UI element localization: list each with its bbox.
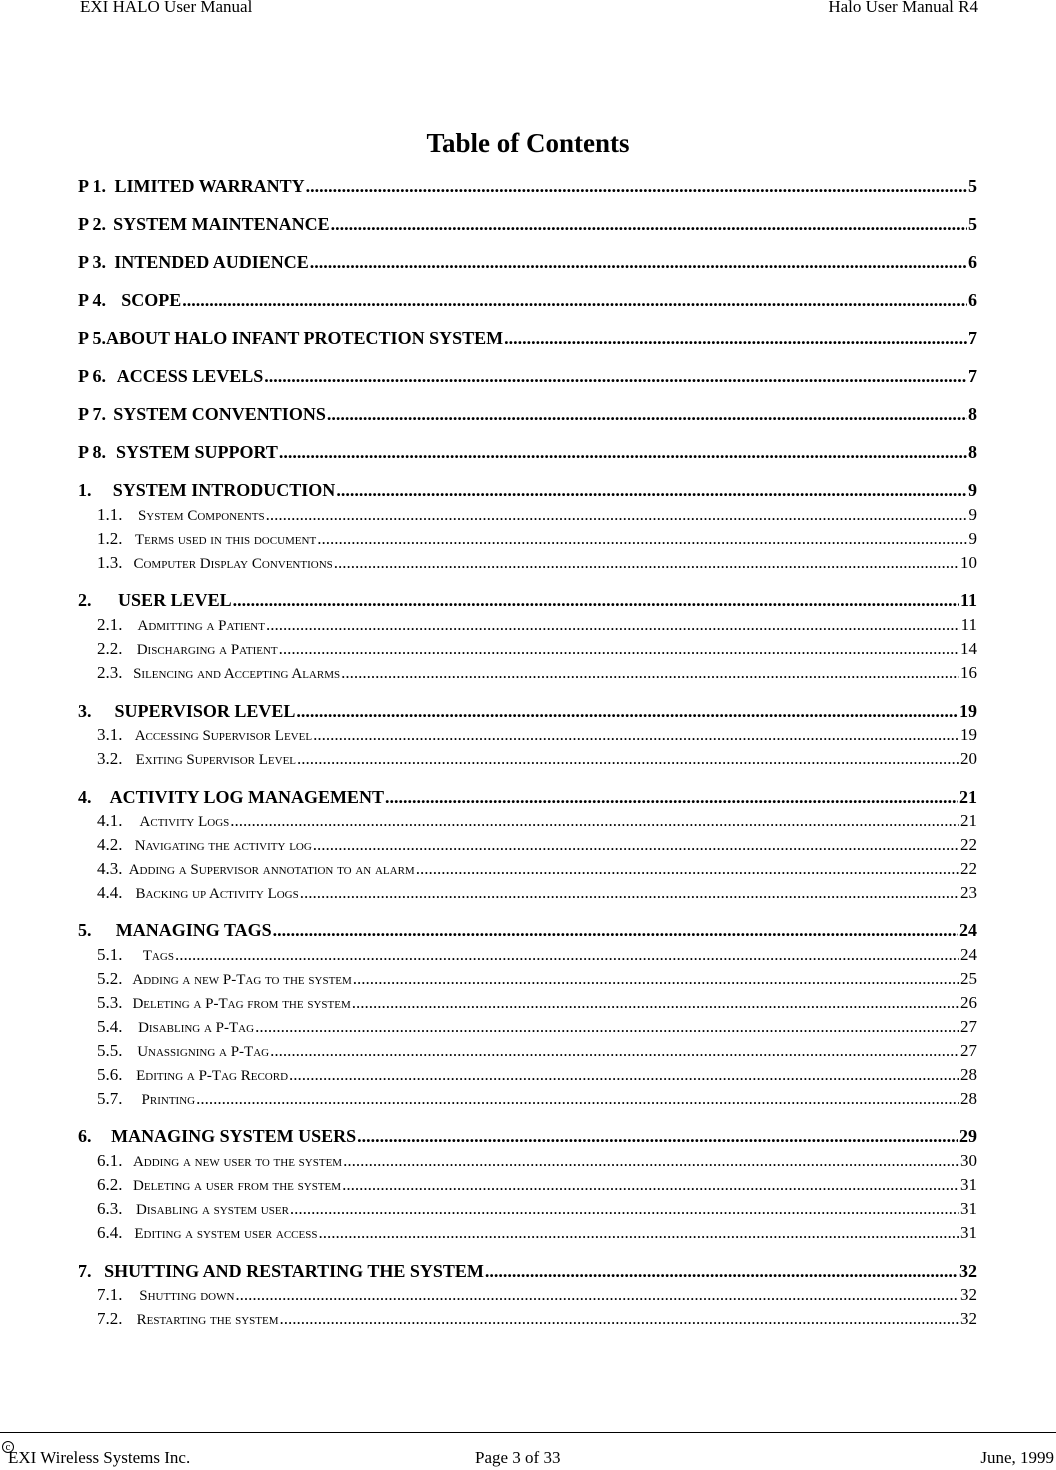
footer-company: EXI Wireless Systems Inc. <box>8 1448 191 1467</box>
toc-leader-dots <box>270 1041 959 1061</box>
toc-number: 6.3. <box>97 1199 123 1218</box>
toc-section-row[interactable] <box>97 835 977 855</box>
toc-number: 7. <box>78 1261 92 1281</box>
toc-leader-dots <box>313 725 959 745</box>
footer-divider <box>0 1432 1056 1433</box>
toc-page-number: 31 <box>960 1223 977 1242</box>
toc-section-row[interactable] <box>97 615 977 635</box>
toc-page-number: 5 <box>968 214 977 234</box>
toc-chapter-row[interactable] <box>78 328 977 349</box>
toc-number: P 3. <box>78 252 107 272</box>
toc-chapter-row[interactable] <box>78 590 977 611</box>
toc-number: 2. <box>78 590 92 610</box>
toc-page-number: 19 <box>959 701 977 721</box>
toc-leader-dots <box>230 811 959 831</box>
toc-number: 6.2. <box>97 1175 123 1194</box>
toc-number: 1.1. <box>97 505 123 524</box>
toc-number: 7.1. <box>97 1285 123 1304</box>
toc-number: 2.2. <box>97 639 123 658</box>
header-right: Halo User Manual R4 <box>828 0 978 16</box>
toc-leader-dots <box>352 993 959 1013</box>
toc-page-number: 21 <box>960 811 977 830</box>
toc-title: ABOUT HALO INFANT PROTECTION SYSTEM <box>106 328 504 348</box>
toc-leader-dots <box>279 442 967 463</box>
toc-page-number: 21 <box>959 787 977 807</box>
header-left: EXI HALO User Manual <box>80 0 253 16</box>
copyright-icon: c <box>2 1441 14 1453</box>
toc-leader-dots <box>273 920 958 941</box>
toc-leader-dots <box>182 290 967 311</box>
toc-page-number: 29 <box>959 1126 977 1146</box>
toc-number: P 5. <box>78 328 107 348</box>
toc-section-row[interactable] <box>97 663 977 683</box>
toc-leader-dots <box>504 328 967 349</box>
toc-leader-dots <box>357 1126 958 1147</box>
toc-section-row[interactable] <box>97 883 977 903</box>
toc-leader-dots <box>331 214 967 235</box>
toc-leader-dots <box>353 969 959 989</box>
toc-page-number: 24 <box>960 945 977 964</box>
toc-leader-dots <box>416 859 959 879</box>
toc-leader-dots <box>296 701 958 722</box>
toc-section-row[interactable] <box>97 1089 977 1109</box>
toc-leader-dots <box>317 529 967 549</box>
toc-leader-dots <box>266 505 968 525</box>
toc-title: SCOPE <box>121 290 182 310</box>
toc-page-number: 6 <box>968 252 977 272</box>
toc-page-number: 25 <box>960 969 977 988</box>
toc-title: Disabling a system user <box>136 1202 289 1218</box>
toc-section-row[interactable] <box>97 1151 977 1171</box>
toc-number: P 1. <box>78 176 107 196</box>
toc-number: P 4. <box>78 290 107 310</box>
toc-page-number: 31 <box>960 1199 977 1218</box>
toc-number: 5.4. <box>97 1017 123 1036</box>
toc-title: Tags <box>142 948 174 964</box>
toc-number: 6.4. <box>97 1223 123 1242</box>
toc-leader-dots <box>385 787 958 808</box>
toc-page-number: 9 <box>968 505 977 524</box>
toc-number: P 8. <box>78 442 107 462</box>
toc-number: 7.2. <box>97 1309 123 1328</box>
toc-page-number: 14 <box>960 639 977 658</box>
toc-leader-dots <box>289 1065 959 1085</box>
toc-section-row[interactable] <box>97 811 977 831</box>
toc-title: LIMITED WARRANTY <box>114 176 305 196</box>
toc-page-number: 22 <box>960 835 977 854</box>
toc-page-number: 27 <box>960 1041 977 1060</box>
toc-number: 4.2. <box>97 835 123 854</box>
toc-title: Restarting the system <box>136 1312 279 1328</box>
toc-section-row[interactable] <box>97 529 977 549</box>
toc-leader-dots <box>318 1223 959 1243</box>
toc-section-row[interactable] <box>97 1065 977 1085</box>
toc-page-number: 26 <box>960 993 977 1012</box>
toc-chapter-row[interactable] <box>78 442 977 463</box>
toc-section-row[interactable] <box>97 1223 977 1243</box>
toc-title: Terms used in this document <box>134 532 317 548</box>
toc-page-number: 20 <box>960 749 977 768</box>
toc-title: MANAGING TAGS <box>115 920 272 940</box>
toc-chapter-row[interactable] <box>78 1126 977 1147</box>
toc-title: SYSTEM INTRODUCTION <box>112 480 336 500</box>
toc-chapter-row[interactable] <box>78 701 977 722</box>
toc-page-number: 31 <box>960 1175 977 1194</box>
toc-title: Unassigning a P-Tag <box>137 1044 270 1060</box>
toc-title: Shutting down <box>139 1288 235 1304</box>
toc-chapter-row[interactable] <box>78 480 977 501</box>
toc-number: P 6. <box>78 366 107 386</box>
toc-leader-dots <box>485 1261 958 1282</box>
toc-page-number: 22 <box>960 859 977 878</box>
toc-leader-dots <box>280 1309 959 1329</box>
toc-page-number: 8 <box>968 442 977 462</box>
toc-leader-dots <box>255 1017 959 1037</box>
toc-leader-dots <box>266 615 960 635</box>
toc-chapter-row[interactable] <box>78 1261 977 1282</box>
toc-title: INTENDED AUDIENCE <box>114 252 309 272</box>
footer-date: June, 1999 <box>980 1448 1054 1467</box>
toc-page-number: 9 <box>968 529 977 548</box>
toc-leader-dots <box>310 252 967 273</box>
toc-section-row[interactable] <box>97 1175 977 1195</box>
toc-section-row[interactable] <box>97 1041 977 1061</box>
toc-page-number: 16 <box>960 663 977 682</box>
toc-page-number: 28 <box>960 1089 977 1108</box>
toc-page-number: 11 <box>960 615 977 634</box>
page-title: Table of Contents <box>426 128 630 158</box>
toc-title: SYSTEM MAINTENANCE <box>113 214 330 234</box>
toc-title: SYSTEM SUPPORT <box>115 442 278 462</box>
toc-title: System Components <box>137 508 265 524</box>
toc-leader-dots <box>233 590 959 611</box>
toc-number: 6. <box>78 1126 92 1146</box>
toc-section-row[interactable] <box>97 1199 977 1219</box>
toc-number: 6.1. <box>97 1151 123 1170</box>
toc-chapter-row[interactable] <box>78 404 977 425</box>
toc-leader-dots <box>297 749 959 769</box>
toc-leader-dots <box>327 404 967 425</box>
toc-page-number: 5 <box>968 176 977 196</box>
toc-title: SYSTEM CONVENTIONS <box>113 404 326 424</box>
toc-chapter-row[interactable] <box>78 252 977 273</box>
toc-number: P 7. <box>78 404 107 424</box>
toc-leader-dots <box>313 835 959 855</box>
toc-section-row[interactable] <box>97 993 977 1013</box>
toc-chapter-row[interactable] <box>78 787 977 808</box>
toc-title: ACTIVITY LOG MANAGEMENT <box>109 787 384 807</box>
toc-title: Editing a P-Tag Record <box>136 1068 289 1084</box>
toc-section-row[interactable] <box>97 553 977 573</box>
toc-number: 1. <box>78 480 92 500</box>
toc-title: Adding a Supervisor annotation to an alarm <box>128 862 415 878</box>
toc-number: 5.6. <box>97 1065 123 1084</box>
toc-page-number: 19 <box>960 725 977 744</box>
toc-title: USER LEVEL <box>118 590 232 610</box>
toc-number: 5.7. <box>97 1089 123 1108</box>
toc-title: Accessing Supervisor Level <box>134 728 313 744</box>
toc-leader-dots <box>264 366 967 387</box>
toc-page-number: 27 <box>960 1017 977 1036</box>
toc-page-number: 10 <box>960 553 977 572</box>
toc-leader-dots <box>341 663 959 683</box>
toc-section-row[interactable] <box>97 725 977 745</box>
toc-title: Editing a system user access <box>134 1226 318 1242</box>
toc-page-number: 11 <box>959 590 977 610</box>
toc-title: Deleting a P-Tag from the system <box>132 996 351 1012</box>
toc-leader-dots <box>306 176 967 197</box>
toc-page-number: 7 <box>968 366 977 386</box>
toc-page-number: 32 <box>960 1285 977 1304</box>
toc-title: Adding a new user to the system <box>132 1154 343 1170</box>
toc-title: Disabling a P-Tag <box>138 1020 255 1036</box>
toc-title: SHUTTING AND RESTARTING THE SYSTEM <box>104 1261 484 1281</box>
toc-leader-dots <box>235 1285 959 1305</box>
toc-section-row[interactable] <box>97 1309 977 1329</box>
footer-left <box>2 1441 191 1468</box>
toc-page-number: 24 <box>959 920 977 940</box>
toc-section-row[interactable] <box>97 859 977 879</box>
toc-leader-dots <box>336 480 967 501</box>
toc-leader-dots <box>279 639 959 659</box>
toc-section-row[interactable] <box>97 945 977 965</box>
toc-leader-dots <box>196 1089 959 1109</box>
toc-leader-dots <box>334 553 959 573</box>
toc-number: 4.3. <box>97 859 123 878</box>
toc-leader-dots <box>343 1151 959 1171</box>
toc-page-number: 32 <box>959 1261 977 1281</box>
toc-leader-dots <box>300 883 959 903</box>
toc-section-row[interactable] <box>97 1285 977 1305</box>
toc-page-number: 32 <box>960 1309 977 1328</box>
toc-chapter-row[interactable] <box>78 176 977 197</box>
toc-number: 1.2. <box>97 529 123 548</box>
toc-number: 5. <box>78 920 92 940</box>
toc-page-number: 28 <box>960 1065 977 1084</box>
toc-title: Navigating the activity log <box>134 838 312 854</box>
toc-number: 5.2. <box>97 969 123 988</box>
toc-title: Exiting Supervisor Level <box>135 752 297 768</box>
toc-number: 4. <box>78 787 92 807</box>
toc-section-row[interactable] <box>97 1017 977 1037</box>
toc-number: 3. <box>78 701 92 721</box>
toc-number: 4.4. <box>97 883 123 902</box>
toc-number: 3.1. <box>97 725 123 744</box>
toc-title: Backing up Activity Logs <box>135 886 299 902</box>
toc-page-number: 30 <box>960 1151 977 1170</box>
toc-title: Discharging a Patient <box>136 642 278 658</box>
toc-section-row[interactable] <box>97 639 977 659</box>
toc-title: Admitting a Patient <box>137 618 265 634</box>
toc-number: P 2. <box>78 214 107 234</box>
toc-number: 5.1. <box>97 945 123 964</box>
toc-title: Silencing and Accepting Alarms <box>133 666 341 682</box>
toc-section-row[interactable] <box>97 969 977 989</box>
toc-leader-dots <box>342 1175 959 1195</box>
toc-chapter-row[interactable] <box>78 214 977 235</box>
toc-page-number: 8 <box>968 404 977 424</box>
toc-section-row[interactable] <box>97 749 977 769</box>
toc-chapter-row[interactable] <box>78 290 977 311</box>
toc-title: Printing <box>141 1092 196 1108</box>
toc-number: 2.1. <box>97 615 123 634</box>
toc-title: Adding a new P-Tag to the system <box>132 972 352 988</box>
toc-page-number: 6 <box>968 290 977 310</box>
toc-number: 5.3. <box>97 993 123 1012</box>
footer-page-number: Page 3 of 33 <box>475 1448 561 1467</box>
toc-leader-dots <box>175 945 959 965</box>
toc-title: Computer Display Conventions <box>133 556 333 572</box>
toc-number: 1.3. <box>97 553 123 572</box>
toc-page-number: 9 <box>968 480 977 500</box>
toc-chapter-row[interactable] <box>78 920 977 941</box>
toc-title: MANAGING SYSTEM USERS <box>111 1126 357 1146</box>
toc-page-number: 7 <box>968 328 977 348</box>
toc-number: 5.5. <box>97 1041 123 1060</box>
toc-title: ACCESS LEVELS <box>116 366 264 386</box>
toc-number: 4.1. <box>97 811 123 830</box>
toc-number: 3.2. <box>97 749 123 768</box>
toc-number: 2.3. <box>97 663 123 682</box>
toc-chapter-row[interactable] <box>78 366 977 387</box>
toc-section-row[interactable] <box>97 505 977 525</box>
toc-leader-dots <box>290 1199 959 1219</box>
toc-title: Activity Logs <box>139 814 230 830</box>
toc-page-number: 23 <box>960 883 977 902</box>
toc-title: Deleting a user from the system <box>133 1178 342 1194</box>
toc-title: SUPERVISOR LEVEL <box>114 701 296 721</box>
